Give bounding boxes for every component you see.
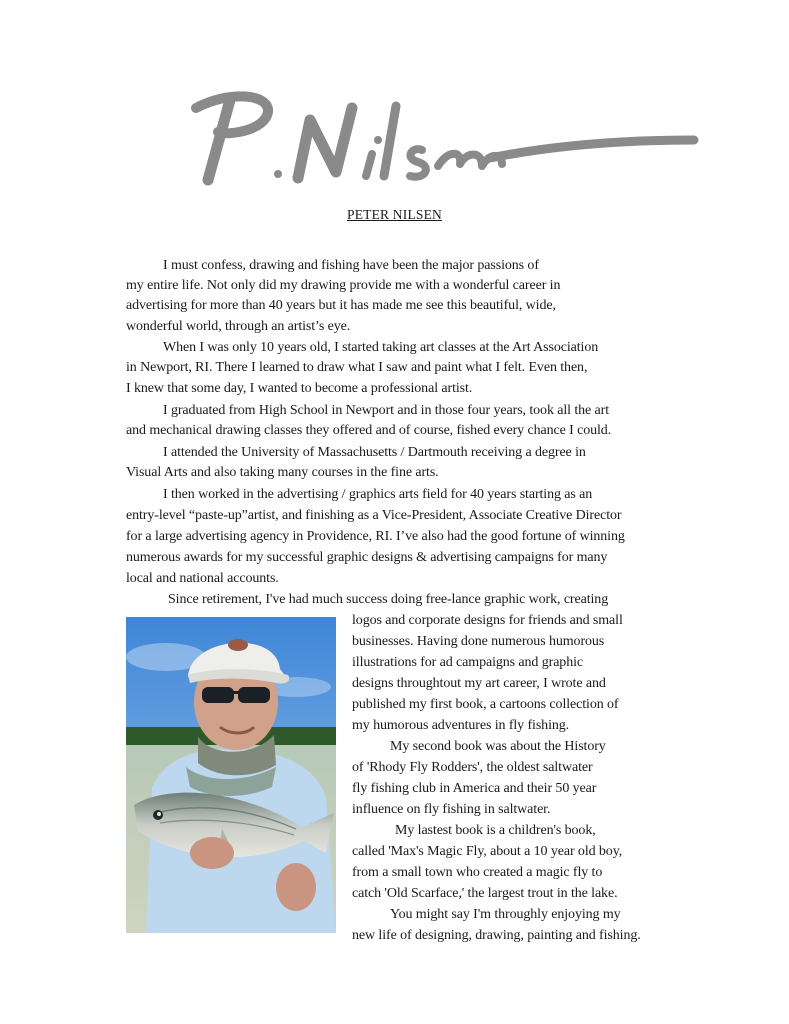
paragraph-line: businesses. Having done numerous humorous <box>352 634 605 649</box>
paragraph-line: wonderful world, through an artist’s eye. <box>126 319 351 334</box>
paragraph-line: numerous awards for my successful graphic designs & advertising campaigns for many <box>126 550 608 565</box>
paragraph-line: You might say I'm throughly enjoying my <box>390 907 621 922</box>
paragraph-line: I graduated from High School in Newport and in those four years, took all the art <box>163 403 610 418</box>
paragraph-line: I knew that some day, I wanted to become a professional artist. <box>126 381 473 396</box>
paragraph-line: Since retirement, I've had much success doing free-lance graphic work, creating <box>168 592 609 607</box>
paragraph-line: My lastest book is a children's book, <box>395 823 596 838</box>
paragraph-line: local and national accounts. <box>126 571 279 586</box>
paragraph-line: My second book was about the History <box>390 739 606 754</box>
paragraph-line: I attended the University of Massachusetts / Dartmouth receiving a degree in <box>163 445 586 460</box>
paragraph-line: I must confess, drawing and fishing have been the major passions of <box>163 258 539 273</box>
paragraph-line: my humorous adventures in fly fishing. <box>352 718 570 733</box>
author-photo <box>126 617 336 933</box>
paragraph-line: new life of designing, drawing, painting and fishing. <box>352 928 641 943</box>
paragraph-line: illustrations for ad campaigns and graphic <box>352 655 584 670</box>
paragraph-line: entry-level “paste-up”artist, and finishing as a Vice-President, Associate Creative Director <box>126 508 622 523</box>
paragraph-line: in Newport, RI. There I learned to draw what I saw and paint what I felt. Even then, <box>126 360 588 375</box>
paragraph-line: called 'Max's Magic Fly, about a 10 year old boy, <box>352 844 623 859</box>
paragraph-line: Visual Arts and also taking many courses in the fine arts. <box>126 465 439 480</box>
paragraph-line: published my first book, a cartoons collection of <box>352 697 619 712</box>
paragraph-line: for a large advertising agency in Providence, RI. I’ve also had the good fortune of winning <box>126 529 625 544</box>
paragraph-line: and mechanical drawing classes they offered and of course, fished every chance I could. <box>126 423 612 438</box>
paragraph-line: I then worked in the advertising / graphics arts field for 40 years starting as an <box>163 487 593 502</box>
paragraph-line: my entire life. Not only did my drawing provide me with a wonderful career in <box>126 278 561 293</box>
signature-logo <box>190 88 700 188</box>
paragraph-line: fly fishing club in America and their 50 year <box>352 781 597 796</box>
paragraph-line: advertising for more than 40 years but it has made me see this beautiful, wide, <box>126 298 556 313</box>
paragraph-line: logos and corporate designs for friends and small <box>352 613 623 628</box>
paragraph-line: When I was only 10 years old, I started taking art classes at the Art Association <box>163 340 599 355</box>
page-title: PETER NILSEN <box>346 207 443 222</box>
paragraph-line: from a small town who created a magic fly to <box>352 865 603 880</box>
paragraph-line: of 'Rhody Fly Rodders', the oldest saltwater <box>352 760 593 775</box>
paragraph-line: designs throughtout my art career, I wrote and <box>352 676 606 691</box>
paragraph-line: catch 'Old Scarface,' the largest trout in the lake. <box>352 886 618 901</box>
paragraph-line: influence on fly fishing in saltwater. <box>352 802 551 817</box>
